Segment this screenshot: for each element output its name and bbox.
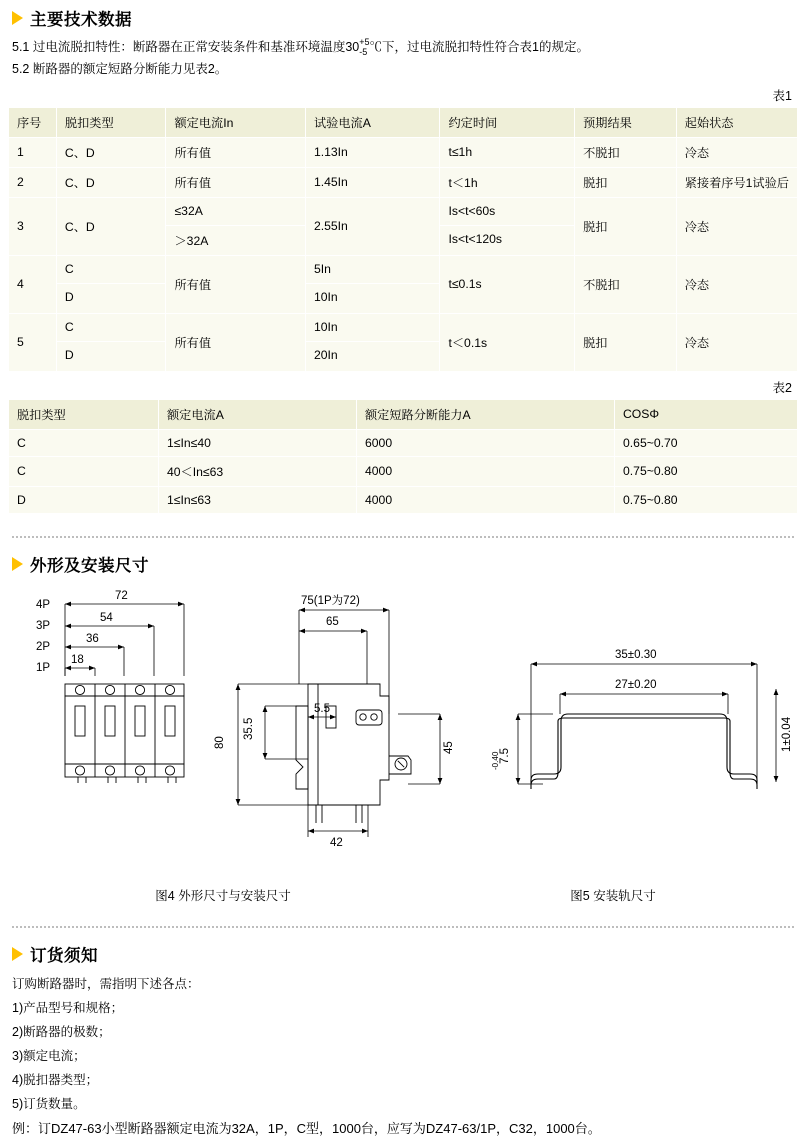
dim-height-80: 80 bbox=[214, 735, 226, 749]
th-cos: COSΦ bbox=[615, 399, 798, 429]
cell-test-split bbox=[305, 313, 440, 371]
dim-rail-outer: 35±0.30 bbox=[615, 648, 657, 661]
cell-type: C、D bbox=[56, 197, 166, 255]
table-row-header bbox=[9, 399, 798, 429]
cell-breaking: 6000 bbox=[357, 429, 615, 456]
dim-54: 54 bbox=[100, 611, 113, 624]
ordering-item-5: 5)订货数量。 bbox=[12, 1096, 86, 1111]
figure4-caption: 图4 外形尺寸与安装尺寸 bbox=[155, 888, 291, 903]
th-current: 额定电流In bbox=[166, 107, 305, 137]
table-row bbox=[9, 456, 798, 486]
cell-current: 所有值 bbox=[166, 167, 305, 197]
cell-cos: 0.75~0.80 bbox=[615, 456, 798, 486]
cell-breaking: 4000 bbox=[357, 486, 615, 513]
cell-no: 5 bbox=[9, 313, 57, 371]
section-header-dims bbox=[12, 552, 798, 576]
figure-captions-row bbox=[8, 886, 798, 904]
table2-caption: 表2 bbox=[772, 380, 792, 395]
cell-current-split bbox=[166, 197, 305, 255]
cell-type-b: D bbox=[64, 348, 74, 363]
cell-time: t＜0.1s bbox=[440, 313, 575, 371]
table1-caption: 表1 bbox=[772, 88, 792, 103]
cell-type-split bbox=[56, 313, 166, 371]
th-rated-current: 额定电流A bbox=[159, 399, 357, 429]
ordering-item-1: 1)产品型号和规格； bbox=[12, 1000, 124, 1015]
table-row-header bbox=[9, 107, 798, 137]
ordering-item-4: 4)脱扣器类型； bbox=[12, 1072, 99, 1087]
table-breaking-capacity bbox=[8, 399, 798, 514]
temp-tolerance bbox=[359, 38, 369, 57]
cell-state: 紧接着序号1试验后 bbox=[676, 167, 797, 197]
cell-result: 脱扣 bbox=[575, 313, 677, 371]
cell-current: 所有值 bbox=[166, 255, 305, 313]
dimension-drawings-svg bbox=[8, 584, 798, 874]
table-row bbox=[9, 167, 798, 197]
dim-depth-top: 75(1P为72) bbox=[301, 594, 360, 607]
table-row bbox=[9, 313, 798, 371]
ordering-example: 例：订DZ47-63小型断路器额定电流为32A，1P，C型，1000台，应写为DZ47-63/1P，C32，1000台。 bbox=[12, 1120, 601, 1136]
cell-test: 2.55In bbox=[305, 197, 440, 255]
table-row bbox=[9, 486, 798, 513]
cell-current: 所有值 bbox=[166, 313, 305, 371]
dim-height-35-5: 35.5 bbox=[243, 717, 255, 740]
dim-depth-inner: 65 bbox=[326, 615, 339, 628]
th-trip-type: 脱扣类型 bbox=[9, 399, 159, 429]
label-2p: 2P bbox=[36, 640, 51, 653]
dim-18: 18 bbox=[71, 653, 84, 666]
cell-current-a: ≤32A bbox=[166, 198, 304, 227]
cell-state: 冷态 bbox=[676, 255, 797, 313]
triangle-bullet-icon bbox=[12, 947, 23, 961]
section-header-order bbox=[12, 942, 798, 966]
dim-36: 36 bbox=[86, 632, 99, 645]
th-no: 序号 bbox=[9, 107, 57, 137]
cell-no: 3 bbox=[9, 197, 57, 255]
table-row bbox=[9, 429, 798, 456]
cell-time-b: Is<t<120s bbox=[448, 232, 502, 247]
th-time: 约定时间 bbox=[440, 107, 575, 137]
table-row bbox=[9, 137, 798, 167]
cell-cos: 0.75~0.80 bbox=[615, 486, 798, 513]
ordering-item-2: 2)断路器的极数； bbox=[12, 1024, 111, 1039]
divider-2 bbox=[12, 926, 794, 928]
triangle-bullet-icon bbox=[12, 557, 23, 571]
drawings-area bbox=[8, 584, 798, 884]
cell-trip-type: C bbox=[9, 429, 159, 456]
cell-time: t≤0.1s bbox=[440, 255, 575, 313]
cell-result: 脱扣 bbox=[575, 197, 677, 255]
cell-type-split bbox=[56, 255, 166, 313]
dim-rail-thickness: 1±0.04 bbox=[781, 716, 793, 752]
triangle-bullet-icon bbox=[12, 11, 23, 25]
page bbox=[0, 6, 806, 1137]
th-breaking: 额定短路分断能力A bbox=[357, 399, 615, 429]
divider-1 bbox=[12, 536, 794, 538]
cell-no: 2 bbox=[9, 167, 57, 197]
cell-current: 所有值 bbox=[166, 137, 305, 167]
cell-result: 不脱扣 bbox=[575, 137, 677, 167]
paragraph-5-2: 5.2 断路器的额定短路分断能力见表2。 bbox=[12, 62, 228, 77]
label-4p: 4P bbox=[36, 598, 51, 611]
label-3p: 3P bbox=[36, 619, 51, 632]
table-row bbox=[9, 197, 798, 255]
dim-5-5: 5.5 bbox=[314, 702, 330, 715]
cell-type-a: C bbox=[57, 314, 166, 343]
cell-type: C、D bbox=[56, 167, 166, 197]
cell-test: 1.13In bbox=[305, 137, 440, 167]
cell-breaking: 4000 bbox=[357, 456, 615, 486]
cell-no: 1 bbox=[9, 137, 57, 167]
th-type: 脱扣类型 bbox=[56, 107, 166, 137]
paragraph-5-1-prefix: 5.1 过电流脱扣特性：断路器在正常安装条件和基准环境温度30 bbox=[12, 40, 360, 54]
dim-45: 45 bbox=[443, 740, 455, 754]
cell-result: 脱扣 bbox=[575, 167, 677, 197]
cell-state: 冷态 bbox=[676, 313, 797, 371]
section-title-order: 订货须知 bbox=[30, 946, 98, 965]
cell-rated-current: 1≤In≤40 bbox=[159, 429, 357, 456]
cell-result: 不脱扣 bbox=[575, 255, 677, 313]
cell-time: t＜1h bbox=[440, 167, 575, 197]
cell-test: 1.45In bbox=[305, 167, 440, 197]
table-trip-characteristics bbox=[8, 107, 798, 372]
cell-test-split bbox=[305, 255, 440, 313]
cell-type-a: C bbox=[57, 256, 166, 285]
cell-test-b: 20In bbox=[313, 348, 338, 363]
cell-type: C、D bbox=[56, 137, 166, 167]
ordering-instructions bbox=[8, 974, 798, 1137]
paragraph-5-1-suffix: ℃下，过电流脱扣特性符合表1的规定。 bbox=[369, 40, 589, 54]
cell-trip-type: C bbox=[9, 456, 159, 486]
dim-rail-inner: 27±0.20 bbox=[615, 678, 657, 691]
dim-42: 42 bbox=[330, 836, 343, 849]
dim-rail-height: 7.5 bbox=[499, 747, 511, 764]
cell-time-a: Is<t<60s bbox=[440, 198, 574, 227]
paragraph-5-1 bbox=[12, 38, 798, 57]
th-test: 试验电流A bbox=[305, 107, 440, 137]
figure5-caption: 图5 安装轨尺寸 bbox=[570, 888, 656, 903]
th-result: 预期结果 bbox=[575, 107, 677, 137]
cell-state: 冷态 bbox=[676, 137, 797, 167]
dim-rail-height-tol-top: 0 bbox=[491, 751, 500, 756]
th-state: 起始状态 bbox=[676, 107, 797, 137]
cell-test-a: 10In bbox=[306, 314, 440, 343]
cell-type-b: D bbox=[64, 290, 74, 305]
cell-rated-current: 40＜In≤63 bbox=[159, 456, 357, 486]
cell-cos: 0.65~0.70 bbox=[615, 429, 798, 456]
temp-tolerance-bottom: -5 bbox=[359, 46, 368, 57]
cell-state: 冷态 bbox=[676, 197, 797, 255]
table-row bbox=[9, 255, 798, 313]
ordering-intro: 订购断路器时，需指明下述各点： bbox=[12, 976, 200, 991]
section-title-dims: 外形及安装尺寸 bbox=[30, 556, 149, 575]
ordering-item-3: 3)额定电流； bbox=[12, 1048, 86, 1063]
section-header-tech bbox=[12, 6, 798, 30]
cell-no: 4 bbox=[9, 255, 57, 313]
cell-current-b: ＞32A bbox=[174, 234, 209, 249]
cell-trip-type: D bbox=[9, 486, 159, 513]
cell-time: t≤1h bbox=[440, 137, 575, 167]
cell-test-b: 10In bbox=[313, 290, 338, 305]
label-1p: 1P bbox=[36, 661, 51, 674]
cell-time-split bbox=[440, 197, 575, 255]
cell-test-a: 5In bbox=[306, 256, 440, 285]
dim-72: 72 bbox=[115, 589, 128, 602]
dim-rail-height-tol-bot: -0.4 bbox=[491, 755, 500, 770]
section-title-tech: 主要技术数据 bbox=[30, 11, 132, 29]
cell-rated-current: 1≤In≤63 bbox=[159, 486, 357, 513]
temp-tolerance-top: +5 bbox=[359, 37, 370, 48]
